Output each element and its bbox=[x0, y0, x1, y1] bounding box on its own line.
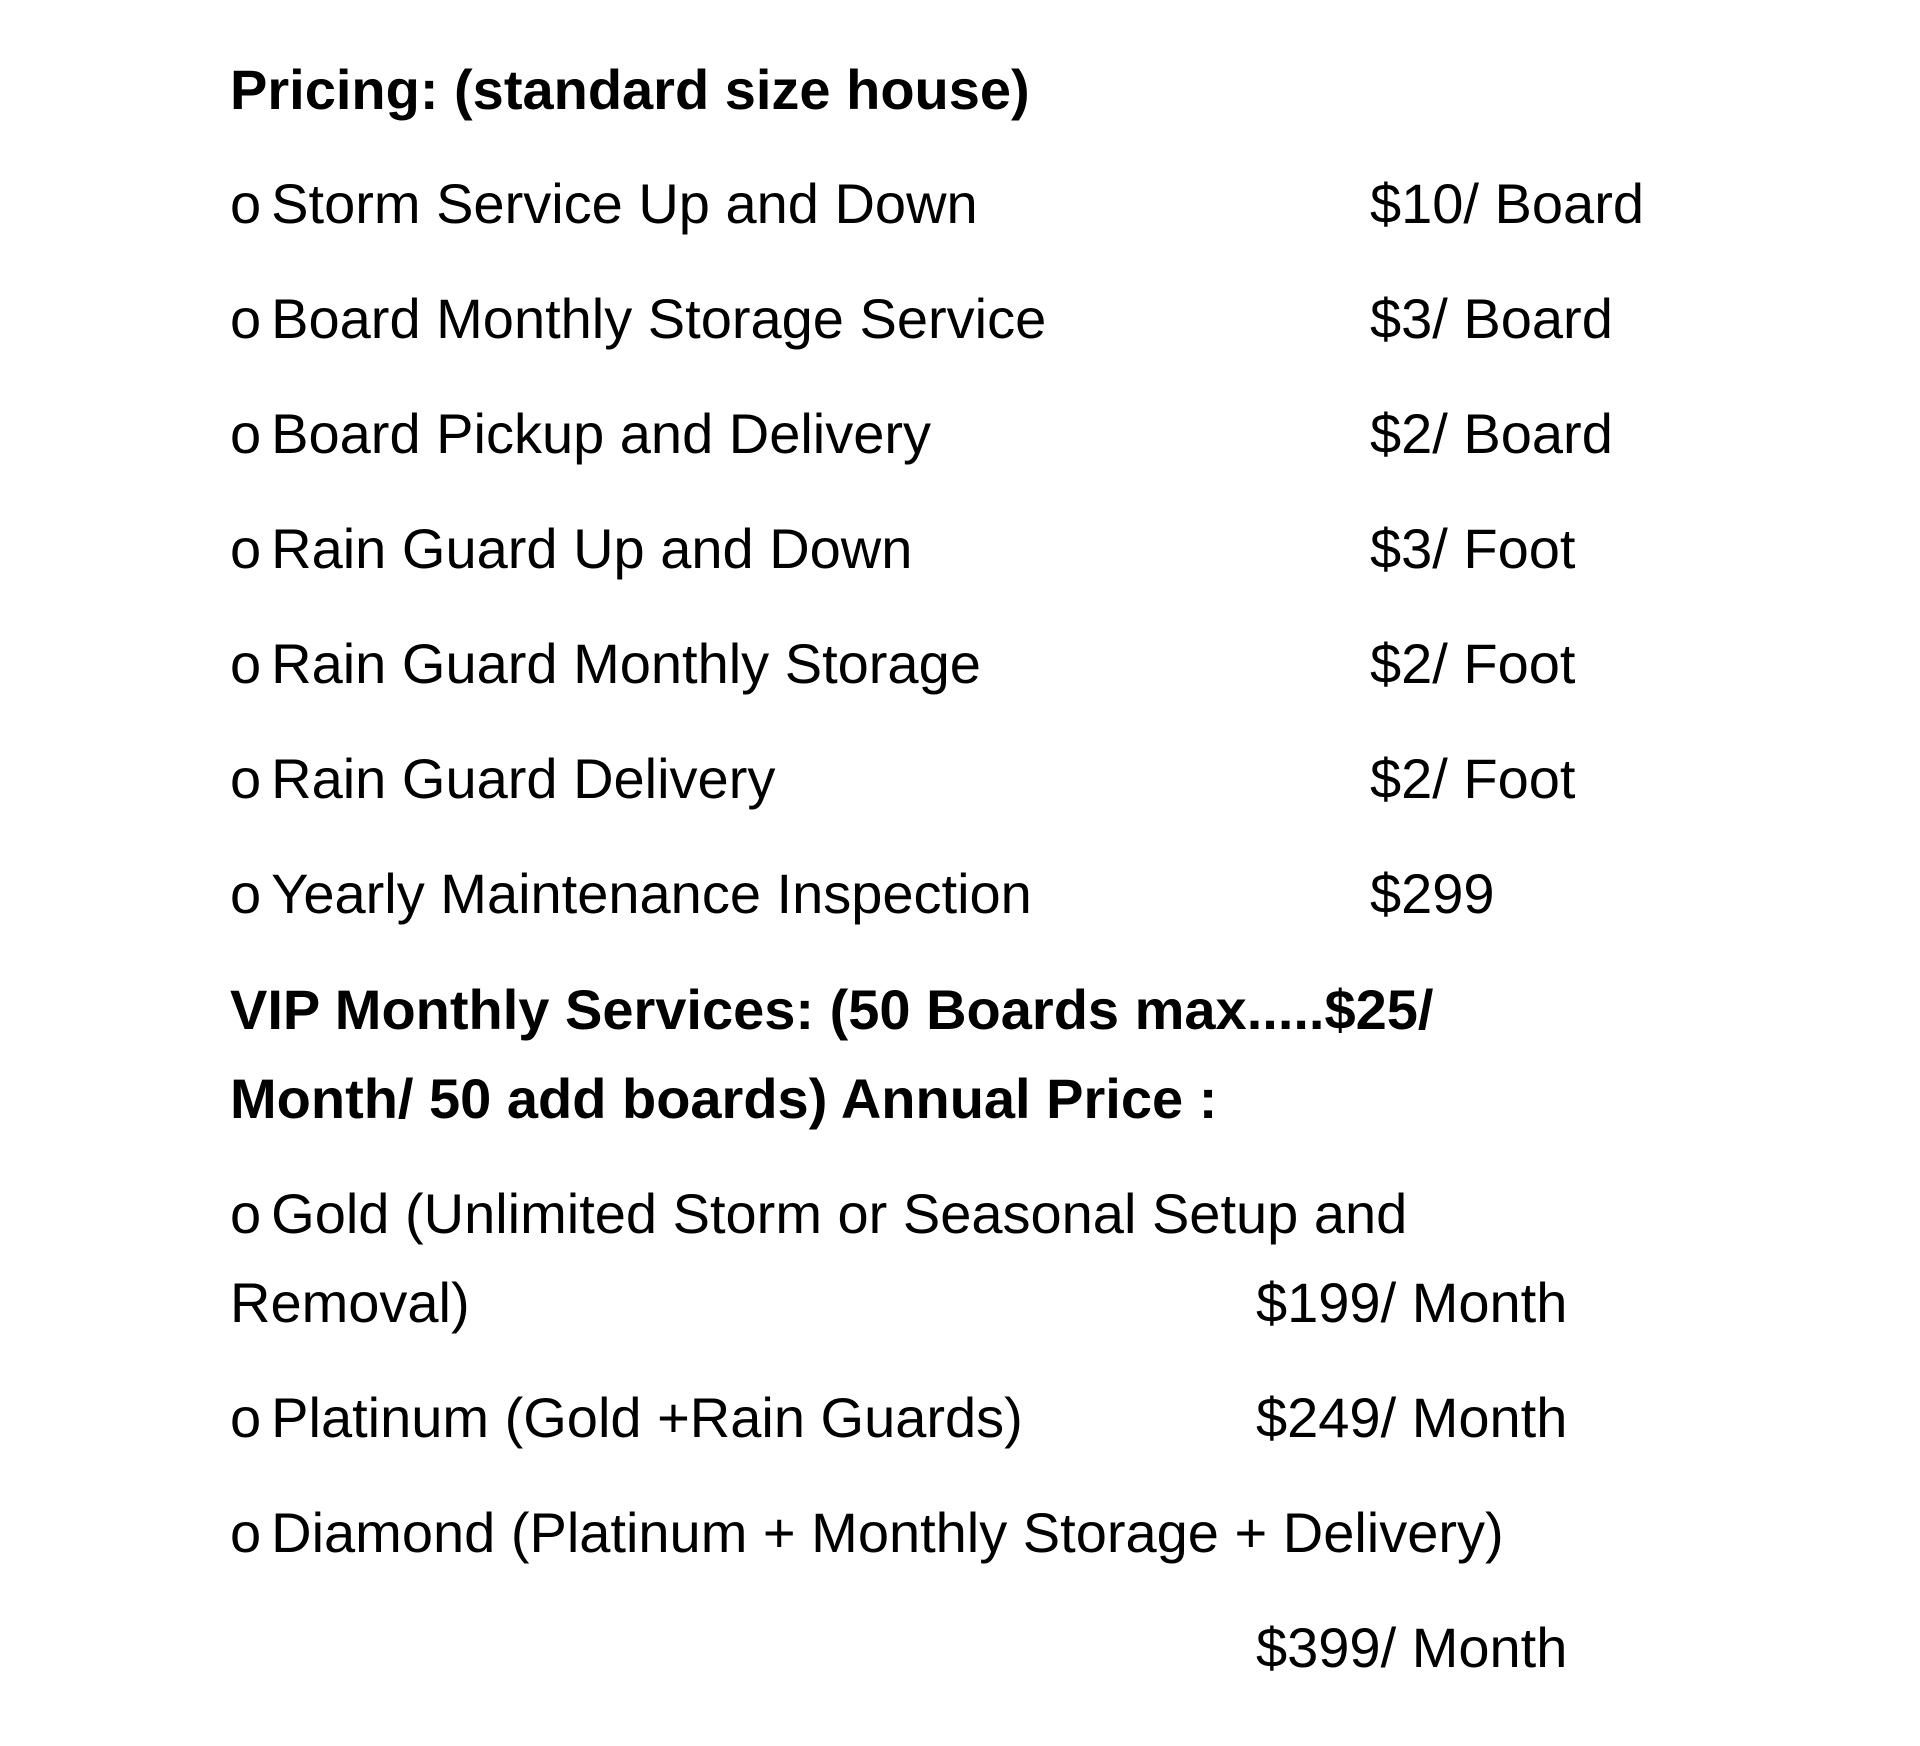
item-label: Storm Service Up and Down bbox=[271, 172, 978, 235]
item-label: Board Monthly Storage Service bbox=[271, 287, 1047, 350]
pricing-heading: Pricing: (standard size house) bbox=[230, 58, 1030, 121]
item-label: Rain Guard Up and Down bbox=[271, 517, 913, 580]
vip-heading-line-2: Month/ 50 add boards) Annual Price : bbox=[230, 1067, 1218, 1130]
list-item bbox=[230, 747, 775, 811]
item-label: Yearly Maintenance Inspection bbox=[271, 862, 1032, 925]
bullet-marker: o bbox=[230, 862, 262, 925]
bullet-marker: o bbox=[230, 517, 262, 580]
list-item bbox=[230, 862, 1032, 926]
vip-item-price: $399/ Month bbox=[1256, 1616, 1568, 1679]
vip-item-price: $199/ Month bbox=[1256, 1271, 1568, 1334]
bullet-marker: o bbox=[230, 402, 262, 465]
vip-item-price: $249/ Month bbox=[1256, 1386, 1568, 1449]
bullet-marker: o bbox=[230, 747, 262, 810]
item-price: $3/ Foot bbox=[1370, 517, 1576, 580]
item-label: Rain Guard Delivery bbox=[271, 747, 776, 810]
item-price: $2/ Foot bbox=[1370, 747, 1576, 810]
list-item bbox=[230, 402, 931, 466]
vip-item-label: Diamond (Platinum + Monthly Storage + Delivery) bbox=[271, 1501, 1504, 1564]
vip-item-diamond bbox=[230, 1501, 1504, 1565]
bullet-marker: o bbox=[230, 1501, 262, 1564]
bullet-marker: o bbox=[230, 632, 262, 695]
item-price: $3/ Board bbox=[1370, 287, 1613, 350]
bullet-marker: o bbox=[230, 1386, 262, 1449]
list-item bbox=[230, 287, 1046, 351]
item-price: $2/ Foot bbox=[1370, 632, 1576, 695]
item-price: $10/ Board bbox=[1370, 172, 1644, 235]
item-label: Rain Guard Monthly Storage bbox=[271, 632, 981, 695]
item-label: Board Pickup and Delivery bbox=[271, 402, 932, 465]
vip-item-label: Gold (Unlimited Storm or Seasonal Setup and bbox=[271, 1182, 1408, 1245]
item-price: $2/ Board bbox=[1370, 402, 1613, 465]
list-item bbox=[230, 632, 981, 696]
vip-item-gold bbox=[230, 1182, 1407, 1246]
list-item bbox=[230, 517, 912, 581]
vip-item-label: Platinum (Gold +Rain Guards) bbox=[271, 1386, 1023, 1449]
list-item bbox=[230, 172, 978, 236]
bullet-marker: o bbox=[230, 287, 262, 350]
vip-item-gold-continued: Removal) bbox=[230, 1271, 470, 1334]
bullet-marker: o bbox=[230, 172, 262, 235]
vip-heading-line-1: VIP Monthly Services: (50 Boards max.....$25/ bbox=[230, 978, 1434, 1041]
bullet-marker: o bbox=[230, 1182, 262, 1245]
item-price: $299 bbox=[1370, 862, 1495, 925]
vip-item-platinum bbox=[230, 1386, 1023, 1450]
